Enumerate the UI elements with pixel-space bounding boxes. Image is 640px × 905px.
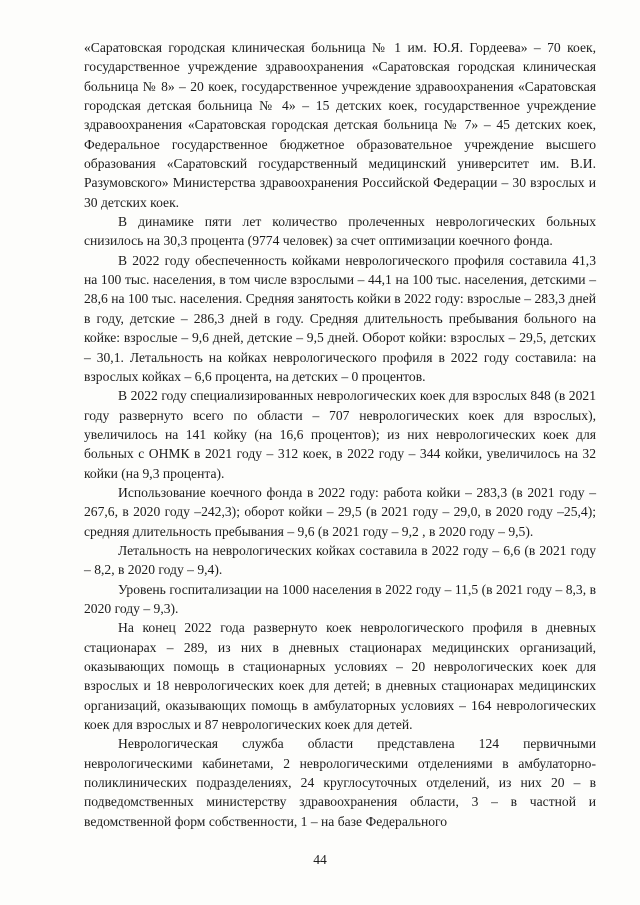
paragraph-dynamics: В динамике пяти лет количество пролеченных неврологических больных снизилось на 30,3 процента (9774 человек) за счет оптимизации коечного фонда. bbox=[84, 214, 596, 249]
paragraph-bed-fund-usage: Использование коечного фонда в 2022 году: работа койки – 283,3 (в 2021 году – 267,6, в 2020 году –242,3); оборот койки – 29,5 (в 2021 году – 29,0, в 2020 году –25,4); средняя длительность пребывания – 9,6 (в 2021 году – 9,2 , в 2020 году – 9,5). bbox=[84, 484, 596, 539]
document-body bbox=[84, 38, 596, 831]
paragraph-day-hospitals: На конец 2022 года развернуто коек неврологического профиля в дневных стационарах – 289, из них в дневных стационарах медицинских организаций, оказывающих помощь в стационарных условиях – 20 неврологических коек для взрослых и 18 неврологических коек для детей; в дневных стационарах медицинских организаций, оказывающих помощь в амбулаторных условиях – 164 неврологических коек для взрослых и 87 неврологических коек для детей. bbox=[84, 620, 596, 733]
paragraph-bed-provision-2022: В 2022 году обеспеченность койками неврологического профиля составила 41,3 на 100 тыс. населения, в том числе взрослыми – 44,1 на 100 тыс. населения, детскими – 28,6 на 100 тыс. населения. Средняя занятость койки в 2022 году: взрослые – 283,3 дней в году, детские – 286,3 дней в году. Средняя длительность пребывания больного на койке: взрослые – 9,6 дней, детские – 9,5 дней. Оборот койки: взрослых – 29,5, детских – 30,1. Летальность на койках неврологического профиля в 2022 году составила: на взрослых койках – 6,6 процента, на детских – 0 процентов. bbox=[84, 252, 596, 384]
paragraph-hospitalization-level: Уровень госпитализации на 1000 населения в 2022 году – 11,5 (в 2021 году – 8,3, в 2020 году – 9,3). bbox=[84, 581, 596, 616]
paragraph-hospital-list: «Саратовская городская клиническая больница № 1 им. Ю.Я. Гордеева» – 70 коек, государственное учреждение здравоохранения «Саратовская городская клиническая больница № 8» – 20 коек, государственное учреждение здравоохранения «Саратовская городская детская больница № 4» – 15 детских коек, государственное учреждение здравоохранения «Саратовская городская детская больница № 7» – 45 детских коек, Федеральное государственное бюджетное образовательное учреждение высшего образования «Саратовский государственный медицинский университет им. В.И. Разумовского» Министерства здравоохранения Российской Федерации – 30 взрослых и 30 детских коек. bbox=[84, 40, 596, 210]
paragraph-mortality: Летальность на неврологических койках составила в 2022 году – 6,6 (в 2021 году – 8,2, в 2020 году – 9,4). bbox=[84, 542, 596, 578]
page-number: 44 bbox=[313, 852, 327, 867]
paragraph-specialized-beds: В 2022 году специализированных неврологических коек для взрослых 848 (в 2021 году развернуто всего по области – 707 неврологических коек для взрослых), увеличилось на 141 койку (на 16,6 процентов); из них неврологических коек для больных с ОНМК в 2021 году – 312 коек, в 2022 году – 344 койки, увеличилось на 32 койки (на 9,3 процента). bbox=[84, 388, 596, 481]
paragraph-neurology-service: Неврологическая служба области представлена 124 первичными неврологическими кабинетами, 2 неврологическими отделениями в амбулаторно-поликлинических подразделениях, 24 круглосуточных отделений, из них 20 – в подведомственных министерству здравоохранения области, 3 – в частной и ведомственной форм собственности, 1 – на базе Федерального bbox=[84, 736, 596, 829]
